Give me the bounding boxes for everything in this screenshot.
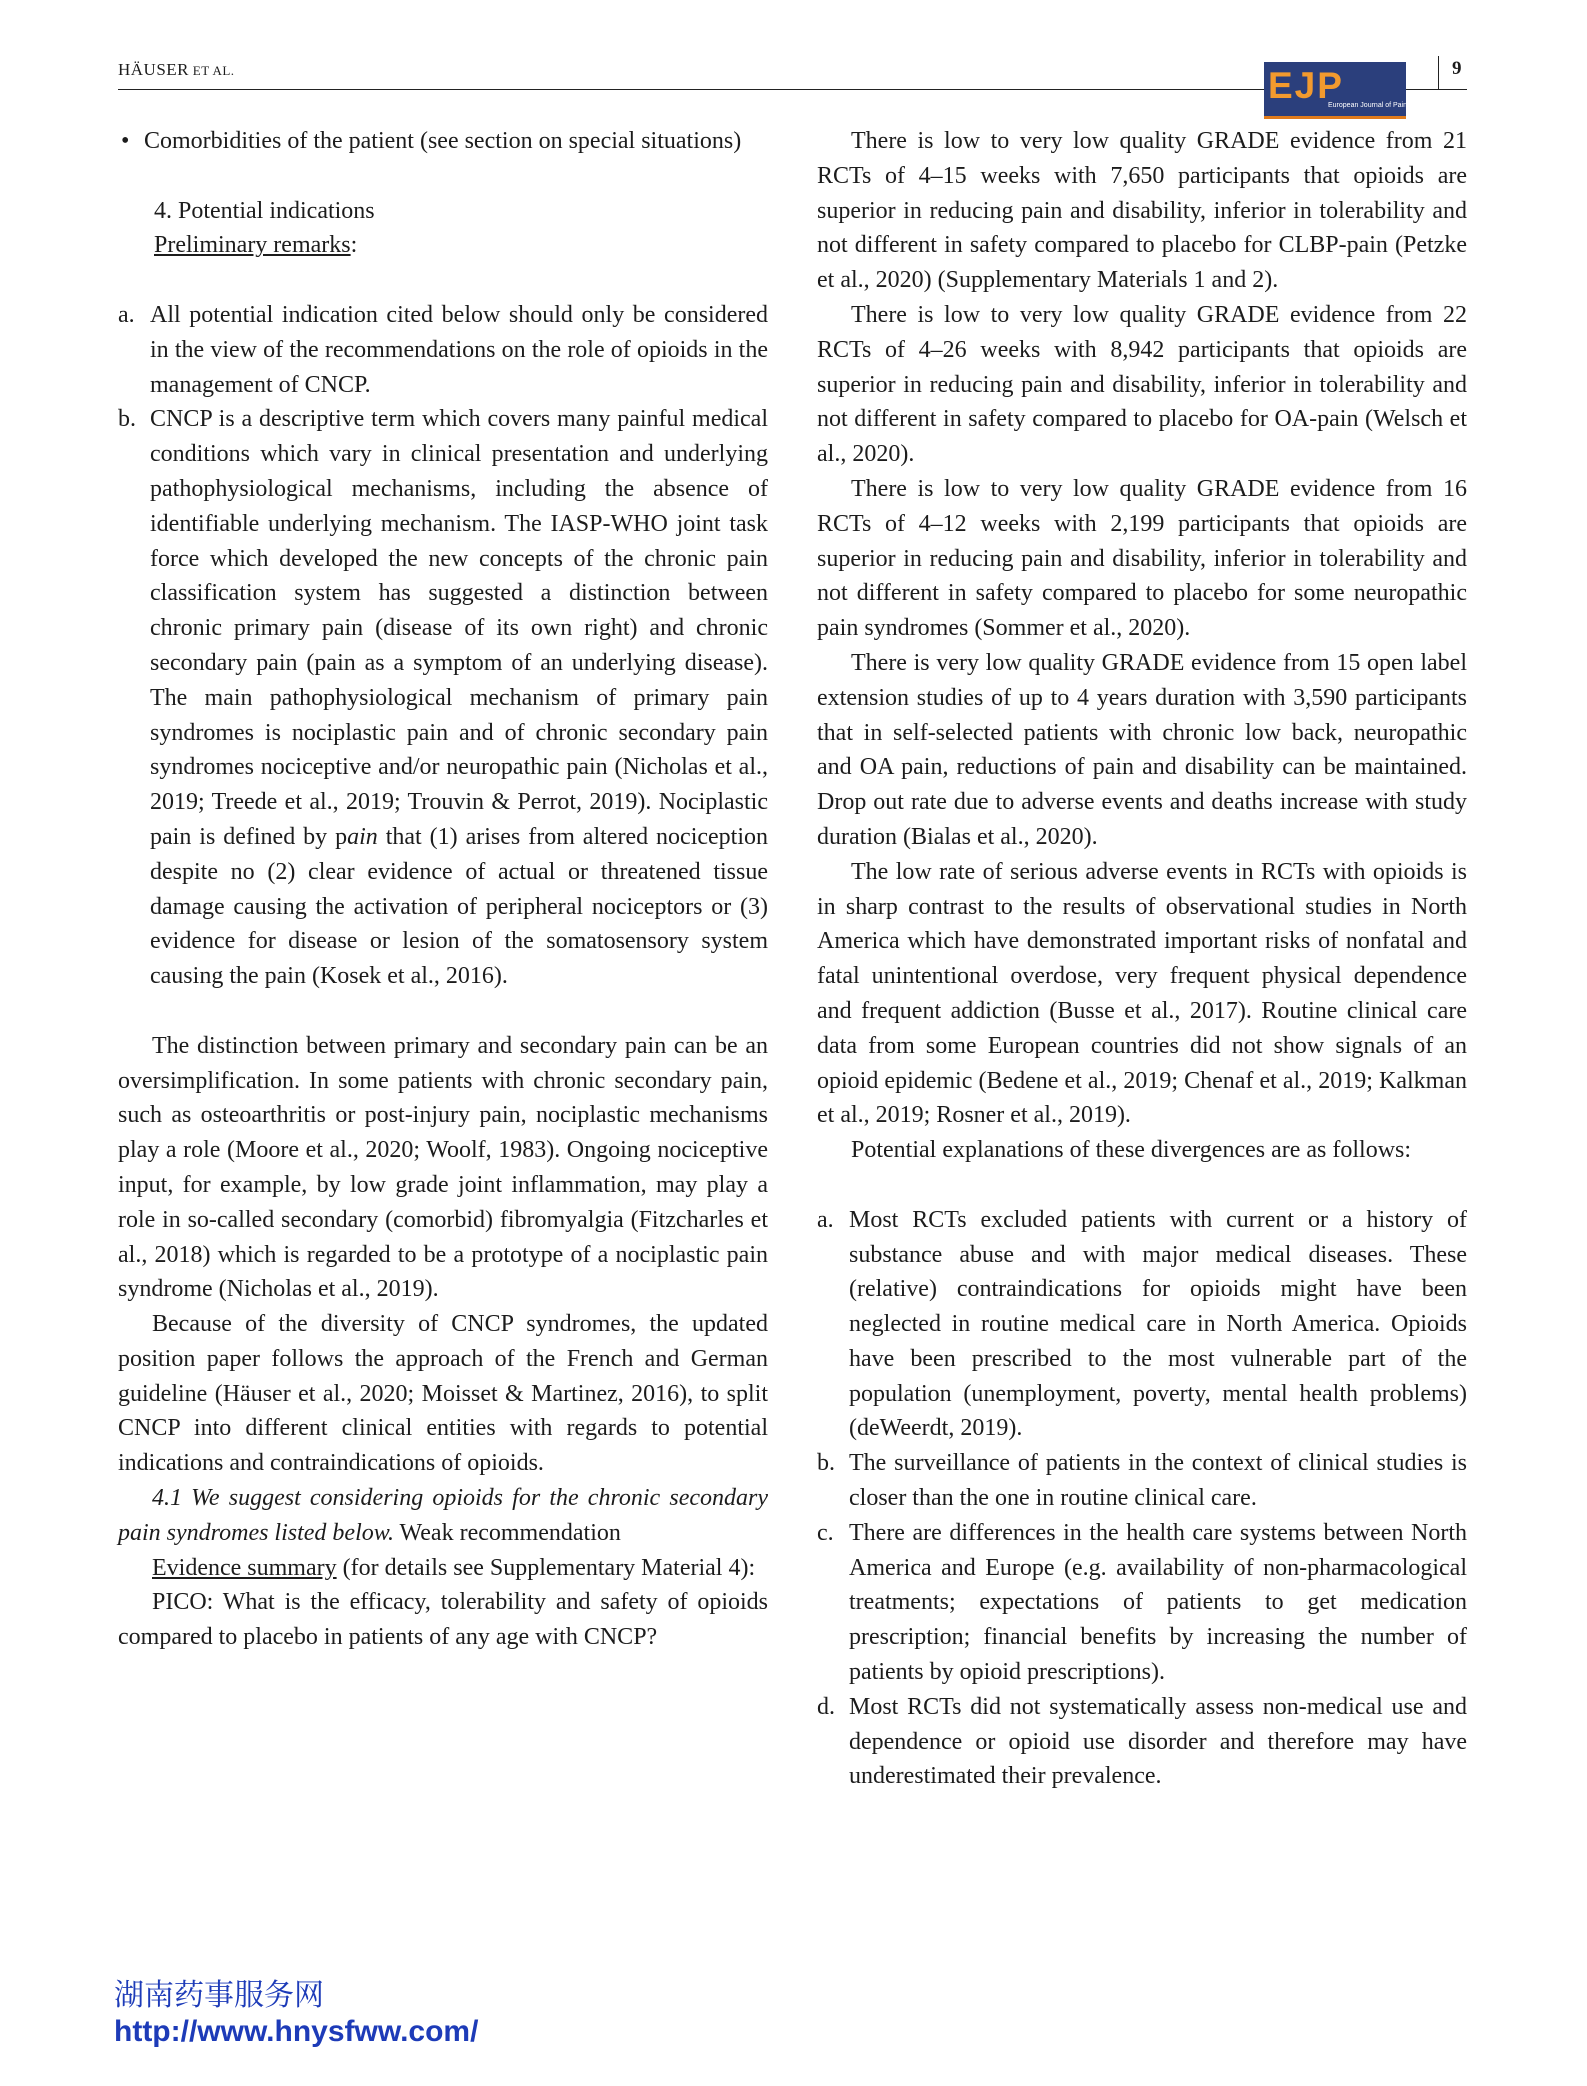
remark-label: a. <box>118 301 135 328</box>
running-head-author <box>118 60 235 80</box>
evidence-paragraph-neuropathic: There is low to very low quality GRADE evidence from 16 RCTs of 4–12 weeks with 2,199 participants that opioids are superior in reducing pain and disability, inferior in tolerability and not different in safety compared to placebo for some neuropathic pain syndromes (Sommer et al., 2020). <box>817 475 1467 642</box>
paragraph-explanations-intro: Potential explanations of these divergences are as follows: <box>851 1137 1412 1164</box>
spacer <box>118 159 768 194</box>
ejp-logo-caption: European Journal of Pain <box>1328 102 1407 109</box>
remark-item <box>118 402 768 994</box>
colon: : <box>350 232 358 259</box>
section-heading: 4. Potential indications <box>154 197 375 224</box>
recommendation-strength: Weak recommendation <box>393 1519 621 1546</box>
header-separator <box>1438 56 1439 90</box>
explanation-label: b. <box>817 1450 835 1477</box>
right-column <box>817 124 1467 1794</box>
watermark-chinese: 湖南药事服务网 <box>114 1978 324 2013</box>
watermark-url[interactable]: http://www.hnysfww.com/ <box>114 2015 479 2048</box>
bullet-text: Comorbidities of the patient (see section on special situations) <box>144 128 742 154</box>
explanation-label: a. <box>817 1206 834 1233</box>
spacer <box>118 994 768 1029</box>
explanation-item <box>817 1690 1467 1794</box>
bullet-item <box>118 124 768 159</box>
watermark <box>114 1978 478 2050</box>
explanation-text: There are differences in the health care systems between North America and Europe (e.g. availability of non-pharmacological treatments; expectations of patients to get medication prescription; financial benefits by increasing the number of patients by opioid prescriptions). <box>849 1519 1467 1686</box>
page-number: 9 <box>1452 58 1462 79</box>
explanation-item <box>817 1516 1467 1690</box>
pico-question: PICO: What is the efficacy, tolerability and safety of opioids compared to placebo in patients of any age with CNCP? <box>118 1589 768 1651</box>
explanation-text: Most RCTs excluded patients with current or a history of substance abuse and with major medical diseases. These (relative) contraindications for opioids might have been neglected in routine medical care in North America. Opioids have been prescribed to the most vulnerable part of the population (unemployment, poverty, mental health problems) (deWeerdt, 2019). <box>849 1206 1467 1442</box>
paragraph-diversity: Because of the diversity of CNCP syndromes, the updated position paper follows the approach of the French and German guideline (Häuser et al., 2020; Moisset & Martinez, 2016), to split CNCP into different clinical entities with regards to potential indications and contraindications of opioids. <box>118 1311 768 1477</box>
recommendation-4-1 <box>118 1481 768 1551</box>
preliminary-remarks-label: Preliminary remarks <box>154 232 351 259</box>
spacer <box>817 1168 1467 1203</box>
ejp-logo-letters: EJP <box>1268 65 1344 106</box>
explanation-label: c. <box>817 1519 834 1546</box>
evidence-paragraph-clbp: There is low to very low quality GRADE evidence from 21 RCTs of 4–15 weeks with 7,650 participants that opioids are superior in reducing pain and disability, inferior in tolerability and not different in safety compared to placebo for CLBP-pain (Petzke et al., 2020) (Supplementary Materials 1 and 2). <box>817 128 1467 294</box>
explanation-label: d. <box>817 1693 835 1720</box>
remark-text-italic: ain <box>347 823 378 850</box>
spacer <box>118 263 768 298</box>
left-column <box>118 124 768 1655</box>
remark-label: b. <box>118 406 136 433</box>
preliminary-remarks-line <box>118 228 768 263</box>
evidence-summary-rest: (for details see Supplementary Material 4): <box>336 1554 756 1581</box>
ejp-logo <box>1264 62 1406 119</box>
paragraph-adverse-events: The low rate of serious adverse events in RCTs with opioids is in sharp contrast to the results of observational studies in North America which have demonstrated important risks of nonfatal and fatal unintentional overdose, very frequent physical dependence and frequent addiction (Busse et al., 2017). Routine clinical care data from some European countries did not show signals of an opioid epidemic (Bedene et al., 2019; Chenaf et al., 2019; Kalkman et al., 2019; Rosner et al., 2019). <box>817 858 1467 1129</box>
author-lead: HÄUSER <box>118 60 190 79</box>
paragraph-distinction: The distinction between primary and secondary pain can be an oversimplification. In some patients with chronic secondary pain, such as osteoarthritis or post-injury pain, nociplastic mechanisms play a role (Moore et al., 2020; Woolf, 1983). Ongoing nociceptive input, for example, by low grade joint inflammation, may play a role in so-called secondary (comorbid) fibromyalgia (Fitzcharles et al., 2018) which is regarded to be a prototype of a nociplastic pain syndrome (Nicholas et al., 2019). <box>118 1032 768 1303</box>
author-tail: ET AL. <box>189 63 235 78</box>
remark-item <box>118 298 768 402</box>
evidence-paragraph-open-label: There is very low quality GRADE evidence from 15 open label extension studies of up to 4 years duration with 3,590 participants that in self-selected patients with chronic low back, neuropathic and OA pain, reductions of pain and disability can be maintained. Drop out rate due to adverse events and deaths increase with study duration (Bialas et al., 2020). <box>817 649 1467 850</box>
evidence-paragraph-oa: There is low to very low quality GRADE evidence from 22 RCTs of 4–26 weeks with 8,942 participants that opioids are superior in reducing pain and disability, inferior in tolerability and not different in safety compared to placebo for OA-pain (Welsch et al., 2020). <box>817 301 1467 468</box>
evidence-summary-line <box>118 1551 768 1586</box>
remark-text: All potential indication cited below should only be considered in the view of the recommendations on the role of opioids in the management of CNCP. <box>150 301 768 398</box>
explanation-item <box>817 1203 1467 1447</box>
remark-text-start: CNCP is a descriptive term which covers many painful medical conditions which vary in clinical presentation and underlying pathophysiological mechanisms, including the absence of identifiable underlying mechanism. The IASP-WHO joint task force which developed the new concepts of the chronic pain classification system has suggested a distinction between chronic primary pain (disease of its own right) and chronic secondary pain (pain as a symptom of an underlying disease). The main pathophysiological mechanism of primary pain syndromes is nociplastic pain and of chronic secondary pain syndromes nociceptive and/or neuropathic pain (Nicholas et al., 2019; Treede et al., 2019; Trouvin & Perrot, 2019). Nociplastic pain is defined by p <box>150 406 768 850</box>
remark-text-end: that (1) arises from altered nociception despite no (2) clear evidence of actual or threatened tissue damage causing the activation of peripheral nociceptors or (3) evidence for disease or lesion of the somatosensory system causing the pain (Kosek et al., 2016). <box>150 823 769 990</box>
bullet-dot: • <box>121 128 130 154</box>
recommendation-text: 4.1 We suggest considering opioids for the chronic secondary pain syndromes listed below. <box>118 1485 768 1546</box>
explanation-text: Most RCTs did not systematically assess non-medical use and dependence or opioid use disorder and therefore may have underestimated their prevalence. <box>849 1693 1467 1790</box>
explanation-item <box>817 1446 1467 1516</box>
evidence-summary-label: Evidence summary <box>152 1554 337 1581</box>
explanation-text: The surveillance of patients in the context of clinical studies is closer than the one in routine clinical care. <box>849 1450 1467 1512</box>
